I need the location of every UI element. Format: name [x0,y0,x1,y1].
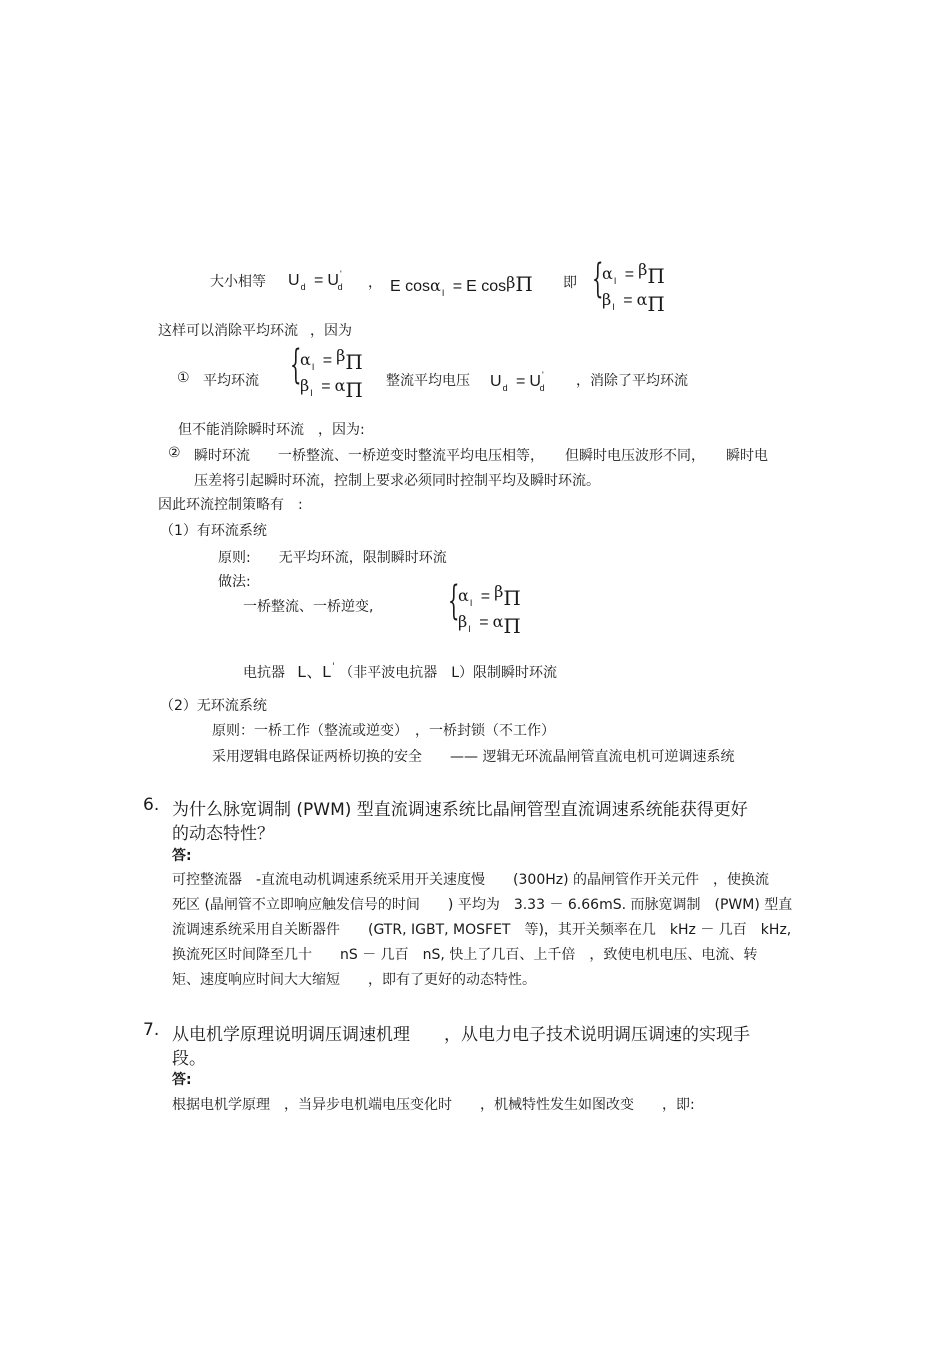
sys1-method: 做法: [218,574,251,590]
q7-title-line2: 段。 [172,1049,206,1069]
comma-1: ， [368,275,382,291]
q6-number: 6. [143,795,160,815]
item2-line2: 压差将引起瞬时环流，控制上要求必须同时控制平均及瞬时环流。 [194,473,600,489]
q7-answer-label: 答: [172,1072,192,1088]
cancel-average-text: 这样可以消除平均环流 ，因为 [158,323,352,339]
sys2-principle: 原则：一桥工作（整流或逆变） ，一桥封锁（不工作） [212,723,555,739]
q7-title-line1: 从电机学原理说明调压调速机理 ，从电力电子技术说明调压调速的实现手 [172,1025,750,1045]
formula-ud-equal-2: $U_d = U'_d$ [490,370,545,393]
item1-label: 平均环流 [203,373,259,389]
q7-answer-line1: 根据电机学原理 ，当异步电机端电压变化时 ，机械特性发生如图改变 ，即: [172,1097,695,1113]
q6-title-line2: 的动态特性？ [172,824,274,844]
sys1-bridge: 一桥整流、一桥逆变, [243,599,374,615]
sys2-logic: 采用逻辑电路保证两桥切换的安全 —— 逻辑无环流晶闸管直流电机可逆调速系统 [212,749,735,765]
equal-magnitude-label: 大小相等 [210,274,266,290]
item2-line1: 瞬时环流 一桥整流、一桥逆变时整流平均电压相等， 但瞬时电压波形不同， 瞬时电 [194,448,768,464]
sys1-principle: 原则: 无平均环流，限制瞬时环流 [218,550,447,566]
item1-marker: ① [177,370,190,386]
q6-answer-line5: 矩、速度响应时间大大缩短 ，即有了更好的动态特性。 [172,972,536,988]
soku-label: 即 [563,275,577,291]
sys1-reactor: 电抗器 L、L' （非平波电抗器 L）限制瞬时环流 [243,662,558,681]
q6-answer-line4: 换流死区时间降至几十 nS － 几百 nS, 快上了几百、上千倍 ，致使电机电压、电流、转 [172,947,758,963]
rectified-voltage-label: 整流平均电压 [386,373,470,389]
q7-number: 7. [143,1020,160,1040]
sys2-title: （2）无环流系统 [160,698,267,714]
q6-answer-line3: 流调速系统采用自关断器件 (GTR, IGBT, MOSFET 等)，其开关频率在几 kHz － 几百 kHz, [172,922,792,938]
formula-ud-equal: $U_d = U'_d$ [288,269,343,292]
q6-answer-line2: 死区 (晶闸管不立即响应触发信号的时间 ) 平均为 3.33 － 6.66mS. 而脉宽调制 (PWM) 型直 [172,897,793,913]
formula-ecos: E cosα$_I$ = E cosβΠ [390,272,533,298]
eliminated-text: ，消除了平均环流 [576,373,688,389]
cannot-eliminate-text: 但不能消除瞬时环流 ，因为: [178,422,365,438]
q6-answer-line1: 可控整流器 -直流电动机调速系统采用开关速度慢 (300Hz) 的晶闸管作开关元件 ，使换流 [172,872,770,888]
q6-answer-label: 答: [172,848,192,864]
item2-marker: ② [168,445,181,461]
sys1-title: （1）有环流系统 [160,523,267,539]
q6-title-line1: 为什么脉宽调制 (PWM) 型直流调速系统比晶闸管型直流调速系统能获得更好 [172,800,748,820]
strategy-text: 因此环流控制策略有 : [158,497,303,513]
